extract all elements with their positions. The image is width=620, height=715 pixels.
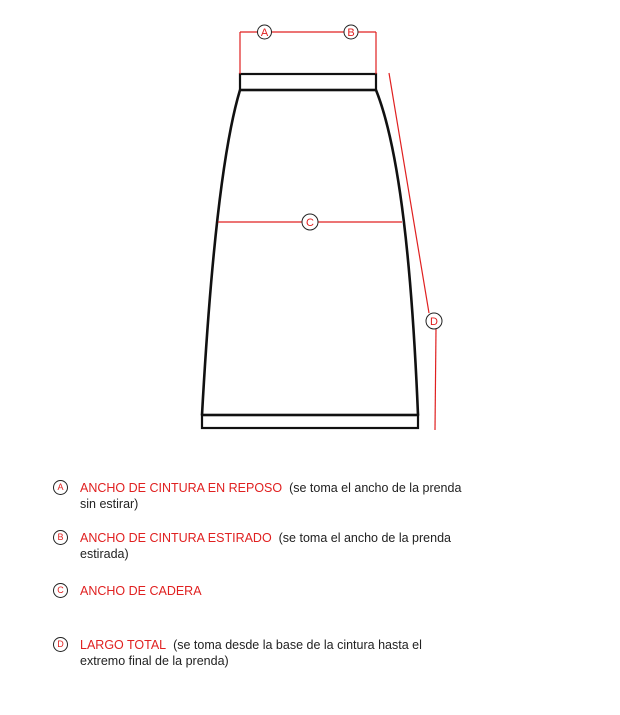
legend-text-d xyxy=(80,637,470,669)
marker-b-label: B xyxy=(347,27,355,39)
legend-title-c: ANCHO DE CADERA xyxy=(80,584,202,598)
legend-text-c xyxy=(80,583,470,599)
legend-badge-c: C xyxy=(53,583,68,598)
legend-title-b: ANCHO DE CINTURA ESTIRADO xyxy=(80,531,272,545)
marker-d-label: D xyxy=(430,316,438,328)
marker-c-label: C xyxy=(306,217,314,229)
legend-text-b xyxy=(80,530,470,562)
measurement-legend xyxy=(53,0,473,715)
legend-title-d: LARGO TOTAL xyxy=(80,638,167,652)
legend-badge-d: D xyxy=(53,637,68,652)
marker-a-label: A xyxy=(260,27,269,39)
legend-text-a xyxy=(80,480,470,512)
legend-desc-d: (se toma desde la base de la cintura hasta el extremo final de la prenda) xyxy=(80,638,422,668)
legend-desc-a: (se toma el ancho de la prenda sin estirar) xyxy=(80,481,462,511)
legend-desc-b: (se toma el ancho de la prenda estirada) xyxy=(80,531,451,561)
legend-badge-a: A xyxy=(53,480,68,495)
legend-title-a: ANCHO DE CINTURA EN REPOSO xyxy=(80,481,283,495)
legend-badge-b: B xyxy=(53,530,68,545)
